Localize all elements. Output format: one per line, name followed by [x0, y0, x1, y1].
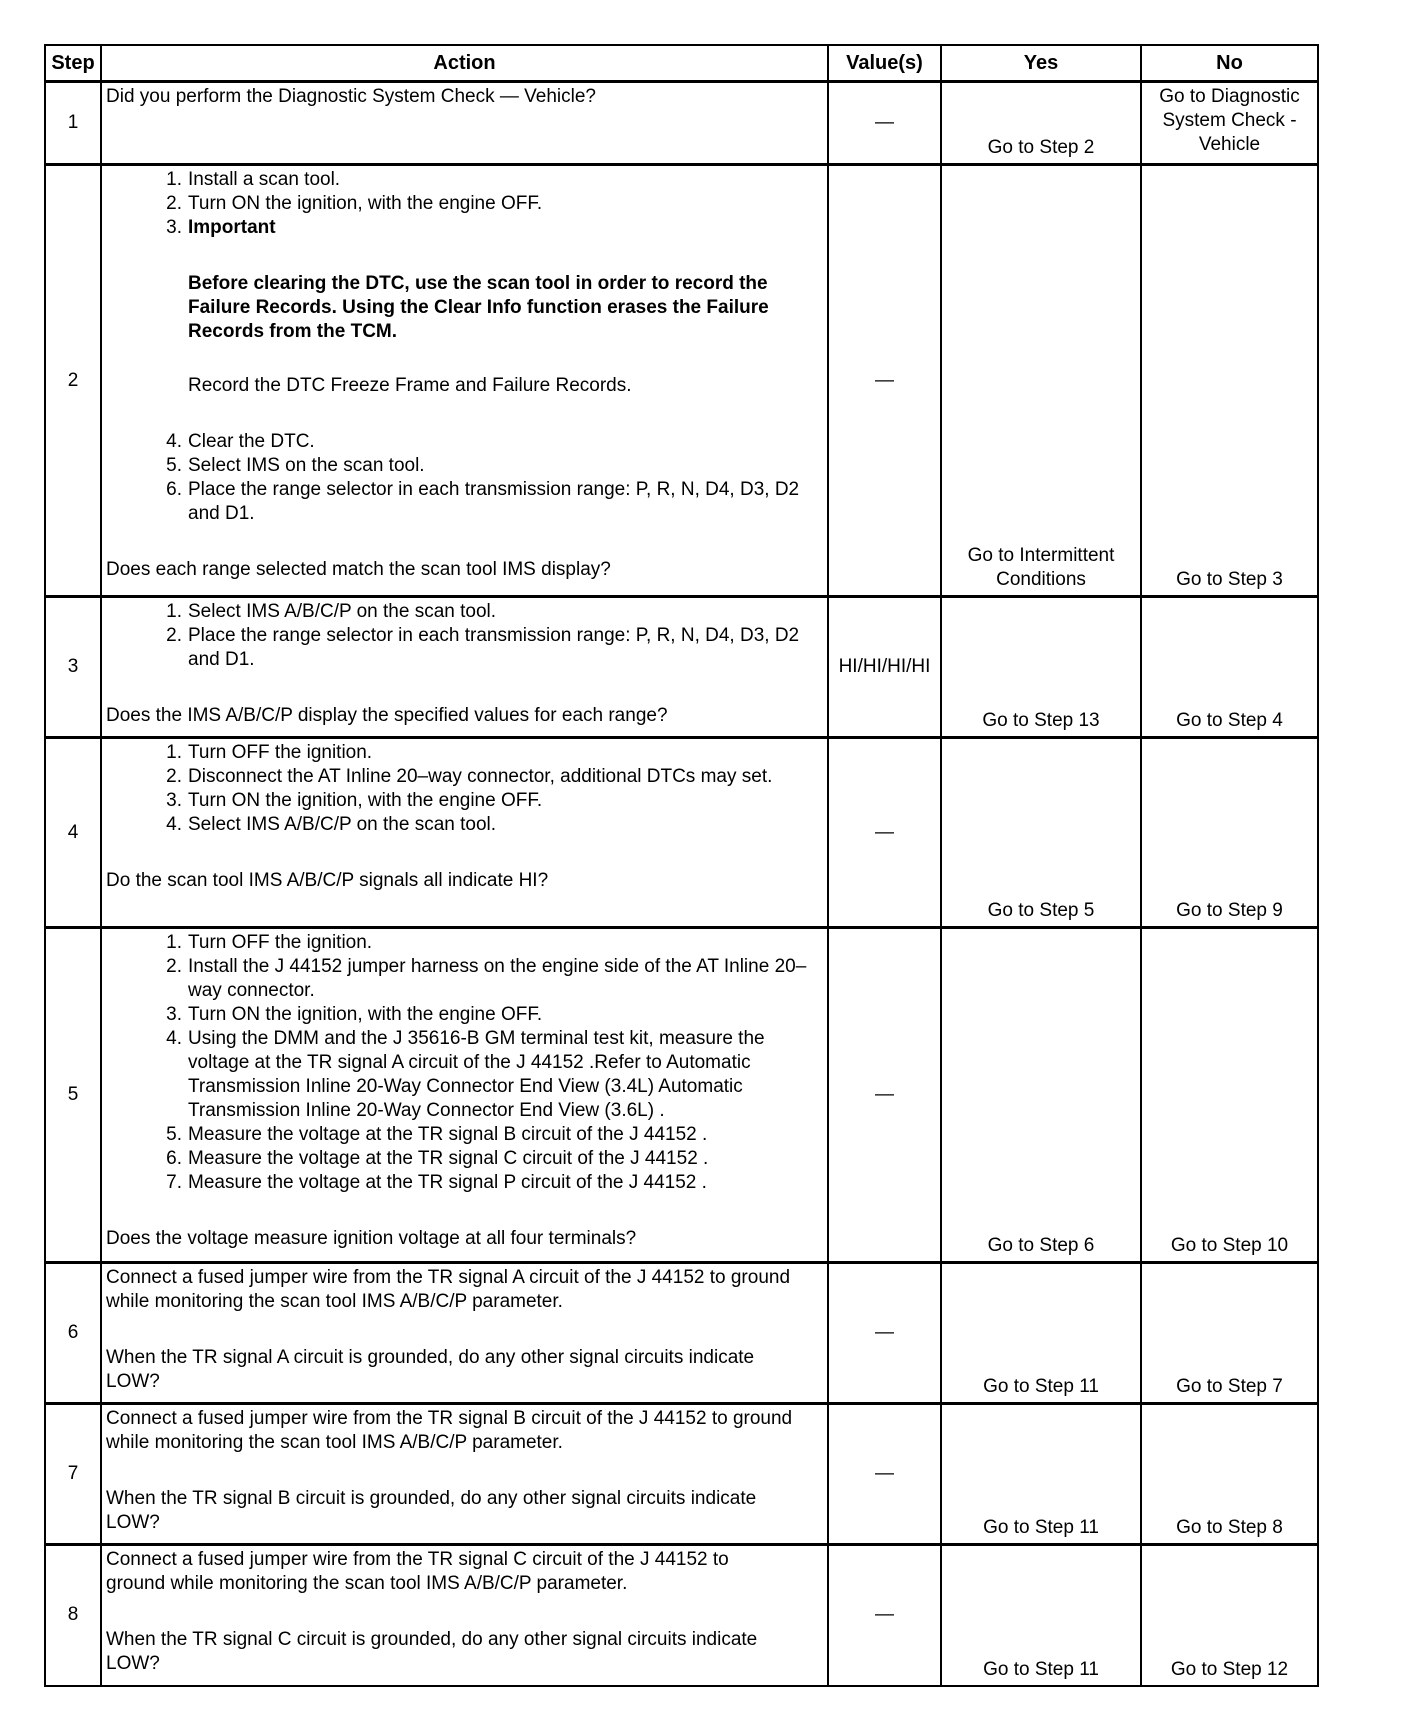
yes-cell[interactable]: Go to Step 11	[941, 1404, 1141, 1545]
action-cell	[101, 1263, 828, 1404]
item-number: 2.	[166, 193, 182, 214]
item-text: Place the range selector in each transmission range: P, R, N, D4, D3, D2 and D1.	[188, 625, 800, 670]
step-number: 6	[45, 1263, 101, 1404]
list-item	[106, 168, 823, 192]
yes-cell[interactable]: Go to Step 11	[941, 1263, 1141, 1404]
step-number: 8	[45, 1545, 101, 1686]
step-number: 7	[45, 1404, 101, 1545]
yes-cell[interactable]: Go to Step 6	[941, 928, 1141, 1263]
instruction-text: Connect a fused jumper wire from the TR signal C circuit of the J 44152 to ground while monitoring the scan tool IMS A/B/C/P parameter.	[106, 1549, 729, 1594]
important-note: Before clearing the DTC, use the scan tool in order to record the Failure Records. Using the Clear Info function erases the Failure Records from the TCM.	[188, 273, 769, 342]
value-cell: —	[828, 1263, 941, 1404]
question-text: Does each range selected match the scan tool IMS display?	[106, 559, 611, 580]
item-number: 4.	[166, 814, 182, 835]
value-cell: —	[828, 1404, 941, 1545]
table-row	[45, 165, 1318, 597]
yes-cell[interactable]: Go to Step 5	[941, 738, 1141, 928]
instruction-text: Connect a fused jumper wire from the TR signal A circuit of the J 44152 to ground while monitoring the scan tool IMS A/B/C/P parameter.	[106, 1267, 791, 1312]
list-item	[106, 192, 823, 216]
item-number: 2.	[166, 625, 182, 646]
item-number: 7.	[166, 1172, 182, 1193]
no-line: System Check -	[1162, 110, 1297, 131]
table-row	[45, 1545, 1318, 1686]
item-text: Measure the voltage at the TR signal B circuit of the J 44152 .	[188, 1124, 708, 1145]
item-text: Turn ON the ignition, with the engine OFF.	[188, 193, 543, 214]
important-label: Important	[188, 217, 276, 238]
item-text: Using the DMM and the J 35616-B GM terminal test kit, measure the voltage at the TR signal A circuit of the J 44152 .Refer to Automatic Transmission Inline 20-Way Connector End View (3.4L) Automatic Transmission Inline 20-Way Connector End View (3.6L) .	[188, 1028, 765, 1121]
step-number: 5	[45, 928, 101, 1263]
item-number: 1.	[166, 601, 182, 622]
value-cell: —	[828, 82, 941, 165]
item-text: Turn ON the ignition, with the engine OFF.	[188, 790, 543, 811]
item-number: 6.	[166, 1148, 182, 1169]
no-cell[interactable]	[1141, 82, 1318, 165]
instruction-text: Connect a fused jumper wire from the TR signal B circuit of the J 44152 to ground while monitoring the scan tool IMS A/B/C/P parameter.	[106, 1408, 793, 1453]
no-cell[interactable]: Go to Step 9	[1141, 738, 1318, 928]
item-number: 3.	[166, 217, 182, 238]
item-text: Disconnect the AT Inline 20–way connector, additional DTCs may set.	[188, 766, 773, 787]
item-text: Install a scan tool.	[188, 169, 341, 190]
value-cell: —	[828, 928, 941, 1263]
table-row	[45, 1263, 1318, 1404]
item-text: Measure the voltage at the TR signal P circuit of the J 44152 .	[188, 1172, 707, 1193]
step-number: 2	[45, 165, 101, 597]
item-text: Select IMS A/B/C/P on the scan tool.	[188, 814, 497, 835]
list-item	[106, 454, 823, 478]
instruction-list	[106, 430, 823, 526]
list-item	[106, 931, 823, 955]
instruction-list	[106, 600, 823, 672]
item-number: 3.	[166, 1004, 182, 1025]
table-row	[45, 738, 1318, 928]
list-item	[106, 813, 823, 837]
action-cell	[101, 82, 828, 165]
item-text: Turn ON the ignition, with the engine OFF.	[188, 1004, 543, 1025]
header-no: No	[1141, 45, 1318, 82]
header-action: Action	[101, 45, 828, 82]
question-text: When the TR signal A circuit is grounded, do any other signal circuits indicate LOW?	[106, 1347, 755, 1392]
question-text: Does the IMS A/B/C/P display the specified values for each range?	[106, 705, 668, 726]
no-cell[interactable]: Go to Step 7	[1141, 1263, 1318, 1404]
header-step: Step	[45, 45, 101, 82]
question-text: Does the voltage measure ignition voltage at all four terminals?	[106, 1228, 637, 1249]
item-number: 1.	[166, 169, 182, 190]
step-number: 4	[45, 738, 101, 928]
no-line: Go to Diagnostic	[1159, 86, 1300, 107]
list-item	[106, 741, 823, 765]
list-item	[106, 765, 823, 789]
action-cell	[101, 1404, 828, 1545]
yes-cell[interactable]: Go to Step 11	[941, 1545, 1141, 1686]
list-item	[106, 955, 823, 1003]
list-item	[106, 1123, 823, 1147]
no-line: Vehicle	[1198, 134, 1261, 155]
no-cell[interactable]: Go to Step 4	[1141, 597, 1318, 738]
item-text: Select IMS A/B/C/P on the scan tool.	[188, 601, 497, 622]
table-row	[45, 82, 1318, 165]
list-item	[106, 1147, 823, 1171]
action-cell	[101, 597, 828, 738]
item-text: Select IMS on the scan tool.	[188, 455, 425, 476]
instruction-list	[106, 741, 823, 837]
item-text: Install the J 44152 jumper harness on the engine side of the AT Inline 20–way connector.	[188, 956, 807, 1001]
question-text: When the TR signal B circuit is grounded, do any other signal circuits indicate LOW?	[106, 1488, 757, 1533]
no-cell[interactable]: Go to Step 10	[1141, 928, 1318, 1263]
yes-cell[interactable]: Go to Step 2	[941, 82, 1141, 165]
no-cell[interactable]: Go to Step 3	[1141, 165, 1318, 597]
header-yes: Yes	[941, 45, 1141, 82]
yes-cell[interactable]	[941, 165, 1141, 597]
item-number: 1.	[166, 932, 182, 953]
table-row	[45, 597, 1318, 738]
item-number: 3.	[166, 790, 182, 811]
item-text: Turn OFF the ignition.	[188, 742, 373, 763]
question-text: Do the scan tool IMS A/B/C/P signals all indicate HI?	[106, 870, 549, 891]
list-item	[106, 1027, 823, 1123]
action-cell	[101, 928, 828, 1263]
table-row	[45, 928, 1318, 1263]
value-cell: —	[828, 1545, 941, 1686]
item-number: 4.	[166, 431, 182, 452]
header-values: Value(s)	[828, 45, 941, 82]
no-cell[interactable]: Go to Step 12	[1141, 1545, 1318, 1686]
action-cell	[101, 165, 828, 597]
yes-cell[interactable]: Go to Step 13	[941, 597, 1141, 738]
table-row	[45, 1404, 1318, 1545]
list-item	[106, 624, 823, 672]
no-cell[interactable]: Go to Step 8	[1141, 1404, 1318, 1545]
item-text: Place the range selector in each transmission range: P, R, N, D4, D3, D2 and D1.	[188, 479, 800, 524]
list-item	[106, 600, 823, 624]
value-cell: —	[828, 165, 941, 597]
yes-line: Go to Intermittent	[967, 545, 1115, 566]
item-number: 6.	[166, 479, 182, 500]
diagnostic-table	[44, 44, 1319, 1687]
list-item	[106, 216, 823, 240]
list-item	[106, 1171, 823, 1195]
list-item	[106, 1003, 823, 1027]
action-cell	[101, 1545, 828, 1686]
item-number: 1.	[166, 742, 182, 763]
value-cell: HI/HI/HI/HI	[828, 597, 941, 738]
item-number: 5.	[166, 455, 182, 476]
item-text: Measure the voltage at the TR signal C circuit of the J 44152 .	[188, 1148, 709, 1169]
value-cell: —	[828, 738, 941, 928]
item-number: 2.	[166, 956, 182, 977]
question-text: Did you perform the Diagnostic System Check — Vehicle?	[106, 86, 596, 107]
step-number: 1	[45, 82, 101, 165]
item-number: 2.	[166, 766, 182, 787]
list-item	[106, 478, 823, 526]
step-number: 3	[45, 597, 101, 738]
list-item	[106, 430, 823, 454]
item-text: Turn OFF the ignition.	[188, 932, 373, 953]
list-item	[106, 789, 823, 813]
instruction-list	[106, 168, 823, 240]
record-note: Record the DTC Freeze Frame and Failure Records.	[188, 375, 632, 396]
item-text: Clear the DTC.	[188, 431, 315, 452]
action-cell	[101, 738, 828, 928]
header-row	[45, 45, 1318, 82]
item-number: 5.	[166, 1124, 182, 1145]
item-number: 4.	[166, 1028, 182, 1049]
yes-line: Conditions	[996, 569, 1086, 590]
question-text: When the TR signal C circuit is grounded, do any other signal circuits indicate LOW?	[106, 1629, 758, 1674]
instruction-list	[106, 931, 823, 1195]
